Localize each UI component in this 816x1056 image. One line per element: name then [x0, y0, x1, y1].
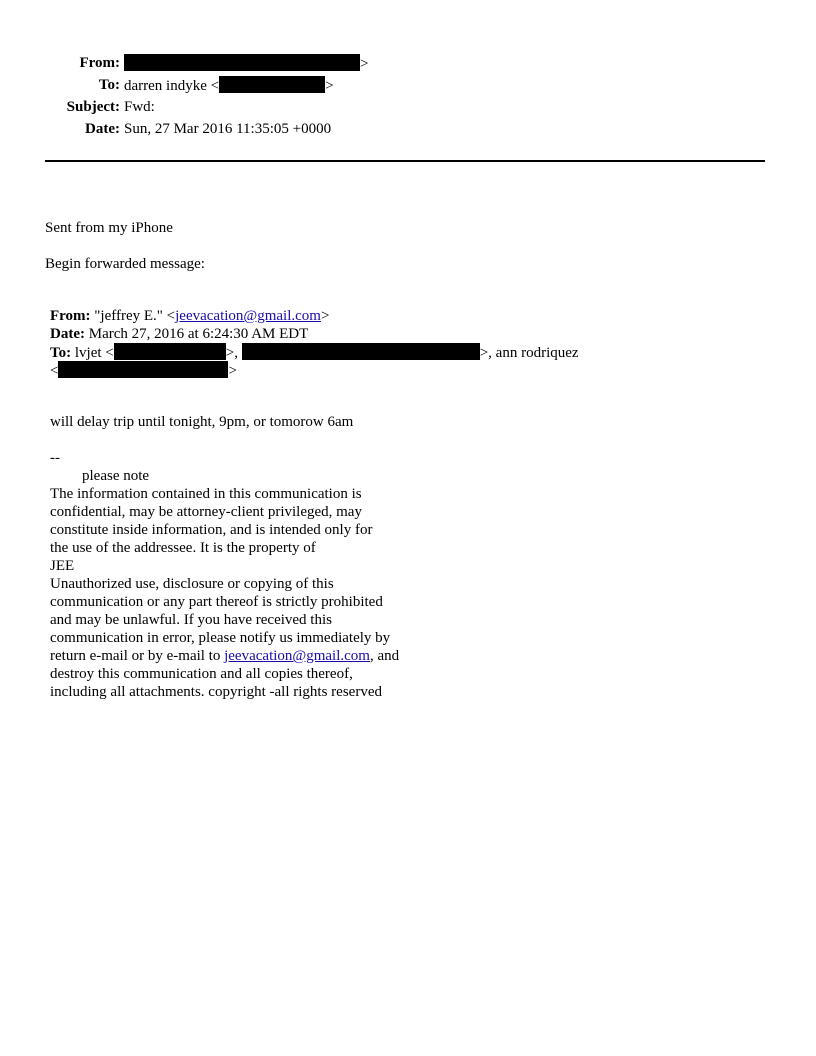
header-to-value: darren indyke < >: [124, 78, 334, 94]
disclaimer-line: Unauthorized use, disclosure or copying of this: [50, 576, 334, 592]
disclaimer-line: communication or any part thereof is strictly prohibited: [50, 594, 383, 610]
disclaimer-line: communication in error, please notify us immediately by: [50, 630, 391, 646]
forwarded-from-email-link[interactable]: jeevacation@gmail.com: [175, 308, 321, 324]
disclaimer-line: constitute inside information, and is intended only for: [50, 522, 373, 538]
disclaimer-line: and may be unlawful. If you have received this: [50, 612, 332, 628]
forwarded-to-row: To: lvjet < >, >, ann rodriquez: [50, 345, 579, 361]
disclaimer-line: including all attachments. copyright -all rights reserved: [50, 684, 382, 700]
sent-from-text: Sent from my iPhone: [45, 220, 173, 236]
disclaimer-line: the use of the addressee. It is the property of: [50, 540, 316, 556]
disclaimer-return-line: return e-mail or by e-mail to jeevacation@gmail.com, and: [50, 648, 400, 664]
redaction-block: [219, 76, 325, 93]
forwarded-date-label: Date:: [50, 326, 85, 342]
signature-dash: --: [50, 450, 60, 466]
header-date-label: Date:: [85, 121, 120, 137]
redaction-block: [242, 343, 480, 360]
header-from-label: From:: [79, 55, 120, 71]
forwarded-date-row: [50, 325, 308, 343]
disclaimer-email-link[interactable]: jeevacation@gmail.com: [224, 648, 370, 664]
header-to-row: [0, 76, 420, 94]
disclaimer-line: destroy this communication and all copies thereof,: [50, 666, 353, 682]
header-to-label: To:: [98, 77, 120, 93]
redaction-block: [124, 54, 360, 71]
header-date-value: Sun, 27 Mar 2016 11:35:05 +0000: [124, 121, 332, 137]
header-subject-label: Subject:: [66, 99, 120, 115]
header-divider: [45, 160, 765, 162]
disclaimer-line: JEE: [50, 558, 75, 574]
header-from-row: [0, 54, 420, 72]
disclaimer-line: The information contained in this communication is: [50, 486, 362, 502]
header-subject-value: Fwd:: [124, 99, 155, 115]
header-subject-row: [0, 98, 420, 116]
begin-forwarded-text: Begin forwarded message:: [45, 256, 205, 272]
header-from-value: >: [124, 54, 368, 73]
header-date-row: [0, 120, 420, 138]
redaction-block: [58, 361, 228, 378]
disclaimer-line: confidential, may be attorney-client privileged, may: [50, 504, 362, 520]
forwarded-from-label: From:: [50, 308, 91, 324]
forwarded-to-row-continued: < >: [50, 363, 237, 379]
forwarded-message-text: will delay trip until tonight, 9pm, or tomorow 6am: [50, 414, 354, 430]
forwarded-from-row: From: "jeffrey E." <jeevacation@gmail.com>: [50, 308, 330, 324]
forwarded-date-value: March 27, 2016 at 6:24:30 AM EDT: [88, 326, 309, 342]
please-note-text: please note: [82, 468, 150, 484]
forwarded-to-label: To:: [50, 345, 72, 361]
disclaimer-block: [50, 485, 399, 701]
redaction-block: [114, 343, 226, 360]
